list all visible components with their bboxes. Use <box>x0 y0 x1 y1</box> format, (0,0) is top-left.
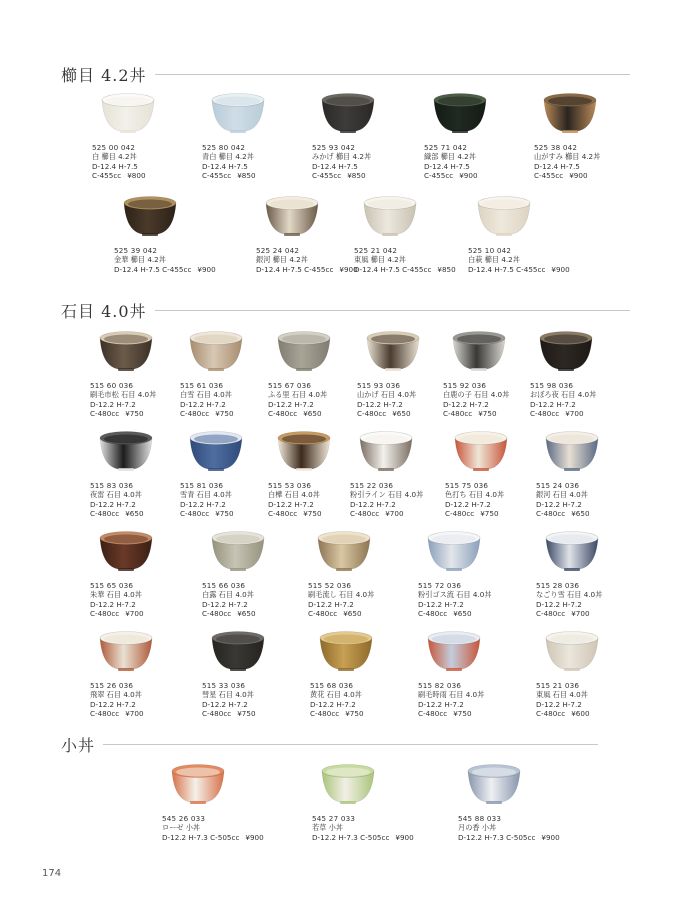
product-price: ¥850 <box>237 171 256 181</box>
product-capacity: C-480cc <box>268 409 298 419</box>
product-dimensions: D-12.4 H-7.5 <box>256 264 302 274</box>
product-number: 515 92 036 <box>443 381 487 390</box>
product-capacity: C-480cc <box>268 509 298 519</box>
product-dimensions: D-12.2 H-7.2 <box>268 499 314 509</box>
product-price: ¥900 <box>395 832 414 842</box>
product-capacity: C-455cc <box>162 264 192 274</box>
product-number: 515 68 036 <box>310 681 354 690</box>
bowl-image <box>276 430 332 472</box>
bowl-image <box>122 195 178 237</box>
product-name: 粉引ライン 石目 4.0丼 <box>350 490 424 500</box>
section-header <box>61 299 630 322</box>
product-info <box>114 246 224 274</box>
product-info <box>202 581 312 619</box>
product-number: 515 33 036 <box>202 681 246 690</box>
product-name: ふる里 石目 4.0丼 <box>268 390 328 400</box>
product-item <box>162 763 272 842</box>
product-number: 515 67 036 <box>268 381 312 390</box>
product-capacity: C-480cc <box>202 609 232 619</box>
bowl-image <box>316 530 372 572</box>
product-price: ¥750 <box>215 509 234 519</box>
product-name: みかげ 櫛目 4.2丼 <box>312 152 372 162</box>
product-dimensions: D-12.2 H-7.3 <box>458 832 504 842</box>
bowl-image <box>432 92 488 134</box>
product-dimensions: D-12.2 H-7.2 <box>530 399 576 409</box>
divider <box>103 744 598 745</box>
product-info <box>534 143 644 181</box>
product-price: ¥900 <box>459 171 478 181</box>
product-capacity: C-455cc <box>424 171 454 181</box>
product-dimensions: D-12.2 H-7.2 <box>308 599 354 609</box>
product-item <box>536 630 646 719</box>
bowl-image <box>98 330 154 372</box>
bowl-image <box>320 763 376 805</box>
bowl-image <box>98 530 154 572</box>
product-dimensions: D-12.2 H-7.2 <box>268 399 314 409</box>
product-capacity: C-480cc <box>536 609 566 619</box>
product-price: ¥900 <box>569 171 588 181</box>
product-item <box>92 92 202 181</box>
product-price: ¥750 <box>345 709 364 719</box>
product-item <box>458 763 568 842</box>
product-name: 白 櫛目 4.2丼 <box>92 152 137 162</box>
product-name: 色打ち 石目 4.0丼 <box>445 490 505 500</box>
product-item <box>114 195 224 274</box>
bowl-image <box>365 330 421 372</box>
section-title: 石目 4.0丼 <box>61 302 147 321</box>
bowl-image <box>542 92 598 134</box>
product-number: 525 00 042 <box>92 143 136 152</box>
product-number: 515 24 036 <box>536 481 580 490</box>
product-item <box>312 763 422 842</box>
product-item <box>534 92 644 181</box>
product-price: ¥850 <box>347 171 366 181</box>
product-number: 545 88 033 <box>458 814 502 823</box>
divider <box>155 74 630 75</box>
product-price: ¥750 <box>480 509 499 519</box>
product-number: 525 80 042 <box>202 143 246 152</box>
product-price: ¥700 <box>571 609 590 619</box>
bowl-image <box>188 430 244 472</box>
product-number: 515 66 036 <box>202 581 246 590</box>
product-name: 銀河 石目 4.0丼 <box>536 490 588 500</box>
product-price: ¥750 <box>453 709 472 719</box>
product-dimensions: D-12.4 H-7.5 <box>114 264 160 274</box>
product-dimensions: D-12.2 H-7.2 <box>350 499 396 509</box>
product-capacity: C-480cc <box>536 709 566 719</box>
product-number: 545 26 033 <box>162 814 206 823</box>
product-info <box>312 143 422 181</box>
product-dimensions: D-12.2 H-7.3 <box>162 832 208 842</box>
product-name: 青白 櫛目 4.2丼 <box>202 152 254 162</box>
product-price: ¥750 <box>303 509 322 519</box>
product-number: 525 10 042 <box>468 246 512 255</box>
product-number: 515 60 036 <box>90 381 134 390</box>
product-dimensions: D-12.2 H-7.3 <box>312 832 358 842</box>
product-capacity: C-455cc <box>516 264 546 274</box>
product-dimensions: D-12.4 H-7.5 <box>312 161 358 171</box>
product-info <box>458 814 568 842</box>
product-name: 白露 石目 4.0丼 <box>202 590 254 600</box>
product-number: 515 81 036 <box>180 481 224 490</box>
product-capacity: C-480cc <box>536 509 566 519</box>
product-dimensions: D-12.2 H-7.2 <box>90 499 136 509</box>
product-name: 飛翠 石目 4.0丼 <box>90 690 142 700</box>
product-number: 515 98 036 <box>530 381 574 390</box>
product-name: 彗星 石目 4.0丼 <box>202 690 254 700</box>
product-name: おぼろ夜 石目 4.0丼 <box>530 390 597 400</box>
bowl-image <box>426 630 482 672</box>
product-price: ¥650 <box>571 509 590 519</box>
product-info <box>90 681 200 719</box>
section-title: 櫛目 4.2丼 <box>61 66 147 85</box>
product-capacity: C-455cc <box>402 264 432 274</box>
product-dimensions: D-12.2 H-7.2 <box>445 499 491 509</box>
product-price: ¥650 <box>303 409 322 419</box>
product-dimensions: D-12.4 H-7.5 <box>92 161 138 171</box>
product-dimensions: D-12.2 H-7.2 <box>202 599 248 609</box>
product-price: ¥900 <box>245 832 264 842</box>
product-dimensions: D-12.2 H-7.2 <box>418 599 464 609</box>
product-name: 若草 小丼 <box>312 823 344 833</box>
product-dimensions: D-12.4 H-7.5 <box>468 264 514 274</box>
product-number: 525 21 042 <box>354 246 398 255</box>
product-item <box>202 630 312 719</box>
product-price: ¥850 <box>437 264 456 274</box>
product-info <box>530 381 640 419</box>
bowl-image <box>318 630 374 672</box>
product-capacity: C-480cc <box>180 409 210 419</box>
bowl-image <box>358 430 414 472</box>
product-capacity: C-480cc <box>350 509 380 519</box>
product-capacity: C-480cc <box>202 709 232 719</box>
product-price: ¥700 <box>125 709 144 719</box>
product-number: 515 93 036 <box>357 381 401 390</box>
bowl-image <box>451 330 507 372</box>
product-capacity: C-480cc <box>90 409 120 419</box>
product-dimensions: D-12.2 H-7.2 <box>90 399 136 409</box>
section-header <box>61 63 630 86</box>
product-item <box>418 630 528 719</box>
product-number: 515 61 036 <box>180 381 224 390</box>
product-name: 刷毛市松 石目 4.0丼 <box>90 390 157 400</box>
product-info <box>92 143 202 181</box>
bowl-image <box>170 763 226 805</box>
product-price: ¥700 <box>565 409 584 419</box>
product-price: ¥900 <box>551 264 570 274</box>
product-number: 515 53 036 <box>268 481 312 490</box>
product-number: 515 65 036 <box>90 581 134 590</box>
product-capacity: C-480cc <box>445 509 475 519</box>
product-price: ¥900 <box>541 832 560 842</box>
product-item <box>256 195 366 274</box>
product-price: ¥750 <box>125 409 144 419</box>
product-dimensions: D-12.4 H-7.5 <box>534 161 580 171</box>
bowl-image <box>98 630 154 672</box>
bowl-image <box>210 630 266 672</box>
product-info <box>418 681 528 719</box>
product-dimensions: D-12.2 H-7.2 <box>90 599 136 609</box>
bowl-image <box>426 530 482 572</box>
product-name: 金華 櫛目 4.2丼 <box>114 255 166 265</box>
bowl-image <box>476 195 532 237</box>
product-price: ¥650 <box>237 609 256 619</box>
product-name: ローゼ 小丼 <box>162 823 201 833</box>
product-price: ¥650 <box>392 409 411 419</box>
product-number: 525 93 042 <box>312 143 356 152</box>
product-number: 525 39 042 <box>114 246 158 255</box>
bowl-image <box>100 92 156 134</box>
product-capacity: C-455cc <box>534 171 564 181</box>
product-item <box>202 92 312 181</box>
bowl-image <box>210 92 266 134</box>
product-name: 白鹿の子 石目 4.0丼 <box>443 390 510 400</box>
product-name: 山がすみ 櫛目 4.2丼 <box>534 152 601 162</box>
product-number: 515 82 036 <box>418 681 462 690</box>
product-info <box>202 143 312 181</box>
product-number: 525 24 042 <box>256 246 300 255</box>
bowl-image <box>362 195 418 237</box>
product-name: 刷毛時雨 石目 4.0丼 <box>418 690 485 700</box>
product-dimensions: D-12.2 H-7.2 <box>443 399 489 409</box>
product-info <box>310 681 420 719</box>
section-header <box>61 733 598 756</box>
divider <box>155 310 630 311</box>
bowl-image <box>320 92 376 134</box>
product-info <box>162 814 272 842</box>
product-item <box>354 195 464 274</box>
product-item <box>424 92 534 181</box>
product-dimensions: D-12.4 H-7.5 <box>202 161 248 171</box>
product-item <box>536 530 646 619</box>
product-item <box>310 630 420 719</box>
product-number: 515 52 036 <box>308 581 352 590</box>
product-price: ¥700 <box>385 509 404 519</box>
product-name: 白雪 石目 4.0丼 <box>180 390 232 400</box>
product-capacity: C-505cc <box>210 832 240 842</box>
product-item <box>202 530 312 619</box>
product-capacity: C-480cc <box>90 709 120 719</box>
product-name: 織部 櫛目 4.2丼 <box>424 152 476 162</box>
bowl-image <box>544 430 600 472</box>
product-dimensions: D-12.2 H-7.2 <box>180 499 226 509</box>
product-capacity: C-480cc <box>90 509 120 519</box>
product-number: 525 71 042 <box>424 143 468 152</box>
bowl-image <box>538 330 594 372</box>
bowl-image <box>264 195 320 237</box>
bowl-image <box>98 430 154 472</box>
product-dimensions: D-12.2 H-7.2 <box>310 699 356 709</box>
product-price: ¥900 <box>197 264 216 274</box>
product-name: 山かげ 石目 4.0丼 <box>357 390 417 400</box>
product-capacity: C-480cc <box>90 609 120 619</box>
product-name: なごり雪 石目 4.0丼 <box>536 590 603 600</box>
product-info <box>536 581 646 619</box>
product-dimensions: D-12.2 H-7.2 <box>357 399 403 409</box>
section-title: 小丼 <box>61 736 96 755</box>
product-name: 刷毛流し 石目 4.0丼 <box>308 590 375 600</box>
product-name: 朱華 石目 4.0丼 <box>90 590 142 600</box>
product-info <box>90 581 200 619</box>
product-price: ¥900 <box>339 264 358 274</box>
product-dimensions: D-12.2 H-7.2 <box>418 699 464 709</box>
page-number: 174 <box>42 868 62 879</box>
product-info <box>256 246 366 274</box>
product-info <box>536 681 646 719</box>
product-number: 515 22 036 <box>350 481 394 490</box>
product-capacity: C-480cc <box>530 409 560 419</box>
product-name: 雪青 石目 4.0丼 <box>180 490 232 500</box>
product-name: 東風 櫛目 4.2丼 <box>354 255 406 265</box>
bowl-image <box>544 630 600 672</box>
product-name: 銀河 櫛目 4.2丼 <box>256 255 308 265</box>
product-info <box>354 246 464 274</box>
bowl-image <box>466 763 522 805</box>
product-price: ¥750 <box>478 409 497 419</box>
product-number: 515 21 036 <box>536 681 580 690</box>
bowl-image <box>210 530 266 572</box>
product-info <box>468 246 578 274</box>
product-capacity: C-455cc <box>92 171 122 181</box>
product-item <box>90 530 200 619</box>
product-name: 夜雷 石目 4.0丼 <box>90 490 142 500</box>
product-price: ¥650 <box>343 609 362 619</box>
bowl-image <box>544 530 600 572</box>
bowl-image <box>453 430 509 472</box>
product-name: 東風 石目 4.0丼 <box>536 690 588 700</box>
product-capacity: C-455cc <box>202 171 232 181</box>
product-item <box>530 330 640 419</box>
product-dimensions: D-12.2 H-7.2 <box>536 699 582 709</box>
product-capacity: C-505cc <box>506 832 536 842</box>
product-item <box>312 92 422 181</box>
product-capacity: C-480cc <box>180 509 210 519</box>
product-price: ¥750 <box>237 709 256 719</box>
product-info <box>536 481 646 519</box>
product-number: 515 83 036 <box>90 481 134 490</box>
product-number: 545 27 033 <box>312 814 356 823</box>
product-name: 白樺 石目 4.0丼 <box>268 490 320 500</box>
product-price: ¥650 <box>453 609 472 619</box>
product-capacity: C-480cc <box>443 409 473 419</box>
product-item <box>90 630 200 719</box>
product-info <box>202 681 312 719</box>
product-name: 粉引ゴス流 石目 4.0丼 <box>418 590 492 600</box>
product-price: ¥650 <box>125 509 144 519</box>
product-dimensions: D-12.2 H-7.2 <box>536 499 582 509</box>
product-item <box>308 530 418 619</box>
product-capacity: C-480cc <box>418 609 448 619</box>
bowl-image <box>276 330 332 372</box>
product-capacity: C-455cc <box>312 171 342 181</box>
product-item <box>350 430 460 519</box>
product-price: ¥600 <box>571 709 590 719</box>
product-capacity: C-480cc <box>418 709 448 719</box>
product-capacity: C-480cc <box>357 409 387 419</box>
product-number: 515 26 036 <box>90 681 134 690</box>
product-number: 515 75 036 <box>445 481 489 490</box>
product-number: 515 28 036 <box>536 581 580 590</box>
product-dimensions: D-12.2 H-7.2 <box>90 699 136 709</box>
product-dimensions: D-12.4 H-7.5 <box>424 161 470 171</box>
product-item <box>418 530 528 619</box>
product-price: ¥700 <box>125 609 144 619</box>
product-item <box>468 195 578 274</box>
product-info <box>424 143 534 181</box>
product-info <box>418 581 528 619</box>
product-item <box>536 430 646 519</box>
product-info <box>308 581 418 619</box>
product-price: ¥750 <box>215 409 234 419</box>
product-info <box>312 814 422 842</box>
product-name: 白萩 櫛目 4.2丼 <box>468 255 520 265</box>
product-capacity: C-455cc <box>304 264 334 274</box>
product-capacity: C-480cc <box>308 609 338 619</box>
product-capacity: C-480cc <box>310 709 340 719</box>
product-number: 515 72 036 <box>418 581 462 590</box>
product-dimensions: D-12.2 H-7.2 <box>180 399 226 409</box>
product-name: 月の香 小丼 <box>458 823 497 833</box>
product-dimensions: D-12.2 H-7.2 <box>202 699 248 709</box>
product-dimensions: D-12.4 H-7.5 <box>354 264 400 274</box>
bowl-image <box>188 330 244 372</box>
product-capacity: C-505cc <box>360 832 390 842</box>
product-info <box>350 481 460 519</box>
product-name: 黄花 石目 4.0丼 <box>310 690 362 700</box>
product-dimensions: D-12.2 H-7.2 <box>536 599 582 609</box>
product-price: ¥800 <box>127 171 146 181</box>
product-number: 525 38 042 <box>534 143 578 152</box>
